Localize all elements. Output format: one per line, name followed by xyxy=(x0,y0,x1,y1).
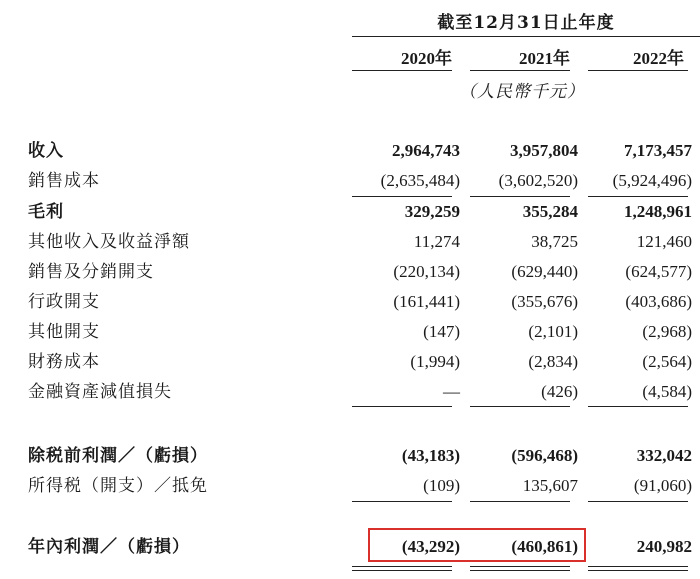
table-row-profit-for-year xyxy=(0,532,700,562)
value-2021: (629,440) xyxy=(511,262,578,281)
year-header-rule-2021 xyxy=(470,70,570,71)
value-2020: (43,292) xyxy=(401,537,460,556)
row-label: 金融資產減值損失 xyxy=(28,382,172,402)
period-heading: 截至12月31日止年度 xyxy=(437,13,615,33)
value-2021: (426) xyxy=(541,382,578,401)
value-2022: 7,173,457 xyxy=(624,141,692,160)
value-2020: (161,441) xyxy=(393,292,460,311)
table-row-impairment-losses xyxy=(0,377,700,407)
table-row-cost-of-sales xyxy=(0,166,700,196)
total-double-rule-2022 xyxy=(588,570,688,571)
subtotal-rule-2021 xyxy=(470,501,570,502)
value-2021: (460,861) xyxy=(511,537,578,556)
subtotal-rule-2021 xyxy=(470,406,570,407)
value-2022: 332,042 xyxy=(636,446,692,465)
value-2020: (147) xyxy=(423,322,460,341)
subtotal-rule-2020 xyxy=(352,501,452,502)
total-double-rule-2020 xyxy=(352,570,452,571)
row-label: 財務成本 xyxy=(28,352,100,372)
currency-unit-label: （人民幣千元） xyxy=(459,82,585,102)
table-row-admin-expenses xyxy=(0,287,700,317)
row-label: 毛利 xyxy=(28,202,64,222)
value-2022: (624,577) xyxy=(625,262,692,281)
row-label: 行政開支 xyxy=(28,292,100,312)
highlight-box xyxy=(368,528,586,562)
value-2020: 11,274 xyxy=(413,232,460,251)
subtotal-rule-2020 xyxy=(352,406,452,407)
year-header-2022: 2022年 xyxy=(633,49,684,68)
table-row-selling-expenses xyxy=(0,257,700,287)
value-2021: 3,957,804 xyxy=(510,141,578,160)
value-2020: 329,259 xyxy=(404,202,460,221)
table-row-profit-before-tax xyxy=(0,441,700,471)
table-row-other-expenses xyxy=(0,317,700,347)
value-2022: 240,982 xyxy=(636,537,692,556)
value-2020: (43,183) xyxy=(401,446,460,465)
value-2020: (220,134) xyxy=(393,262,460,281)
value-2020: — xyxy=(443,382,460,401)
value-2020: (1,994) xyxy=(410,352,460,371)
year-header-2020: 2020年 xyxy=(401,49,452,68)
total-double-rule-2021 xyxy=(470,566,570,567)
value-2022: (5,924,496) xyxy=(612,171,692,190)
row-label: 年內利潤／（虧損） xyxy=(28,537,190,557)
value-2020: (109) xyxy=(423,476,460,495)
value-2021: (596,468) xyxy=(511,446,578,465)
row-label: 除税前利潤／（虧損） xyxy=(28,446,208,466)
subtotal-rule-2022 xyxy=(588,501,688,502)
year-header-2021: 2021年 xyxy=(519,49,570,68)
row-label: 銷售成本 xyxy=(28,171,100,191)
total-double-rule-2021 xyxy=(470,570,570,571)
value-2022: (91,060) xyxy=(633,476,692,495)
table-row-revenue xyxy=(0,136,700,166)
value-2021: (2,101) xyxy=(528,322,578,341)
row-label: 銷售及分銷開支 xyxy=(28,262,154,282)
value-2021: (3,602,520) xyxy=(498,171,578,190)
value-2020: 2,964,743 xyxy=(392,141,460,160)
value-2022: 121,460 xyxy=(636,232,692,251)
value-2021: (355,676) xyxy=(511,292,578,311)
value-2021: 355,284 xyxy=(522,202,578,221)
row-label: 收入 xyxy=(28,141,64,161)
total-double-rule-2020 xyxy=(352,566,452,567)
year-header-rule-2022 xyxy=(588,70,688,71)
table-row-other-income xyxy=(0,227,700,257)
value-2021: (2,834) xyxy=(528,352,578,371)
row-label: 其他收入及收益淨額 xyxy=(28,232,190,252)
table-row-income-tax xyxy=(0,471,700,501)
total-double-rule-2022 xyxy=(588,566,688,567)
value-2020: (2,635,484) xyxy=(380,171,460,190)
value-2021: 38,725 xyxy=(531,232,578,251)
value-2022: 1,248,961 xyxy=(624,202,692,221)
row-label: 所得税（開支）／抵免 xyxy=(28,476,208,496)
value-2022: (2,564) xyxy=(642,352,692,371)
row-label: 其他開支 xyxy=(28,322,100,342)
value-2021: 135,607 xyxy=(522,476,578,495)
value-2022: (4,584) xyxy=(642,382,692,401)
year-header-rule-2020 xyxy=(352,70,452,71)
table-row-gross-profit xyxy=(0,197,700,227)
subtotal-rule-2022 xyxy=(588,406,688,407)
period-heading-rule xyxy=(352,36,700,37)
value-2022: (403,686) xyxy=(625,292,692,311)
value-2022: (2,968) xyxy=(642,322,692,341)
table-row-finance-costs xyxy=(0,347,700,377)
